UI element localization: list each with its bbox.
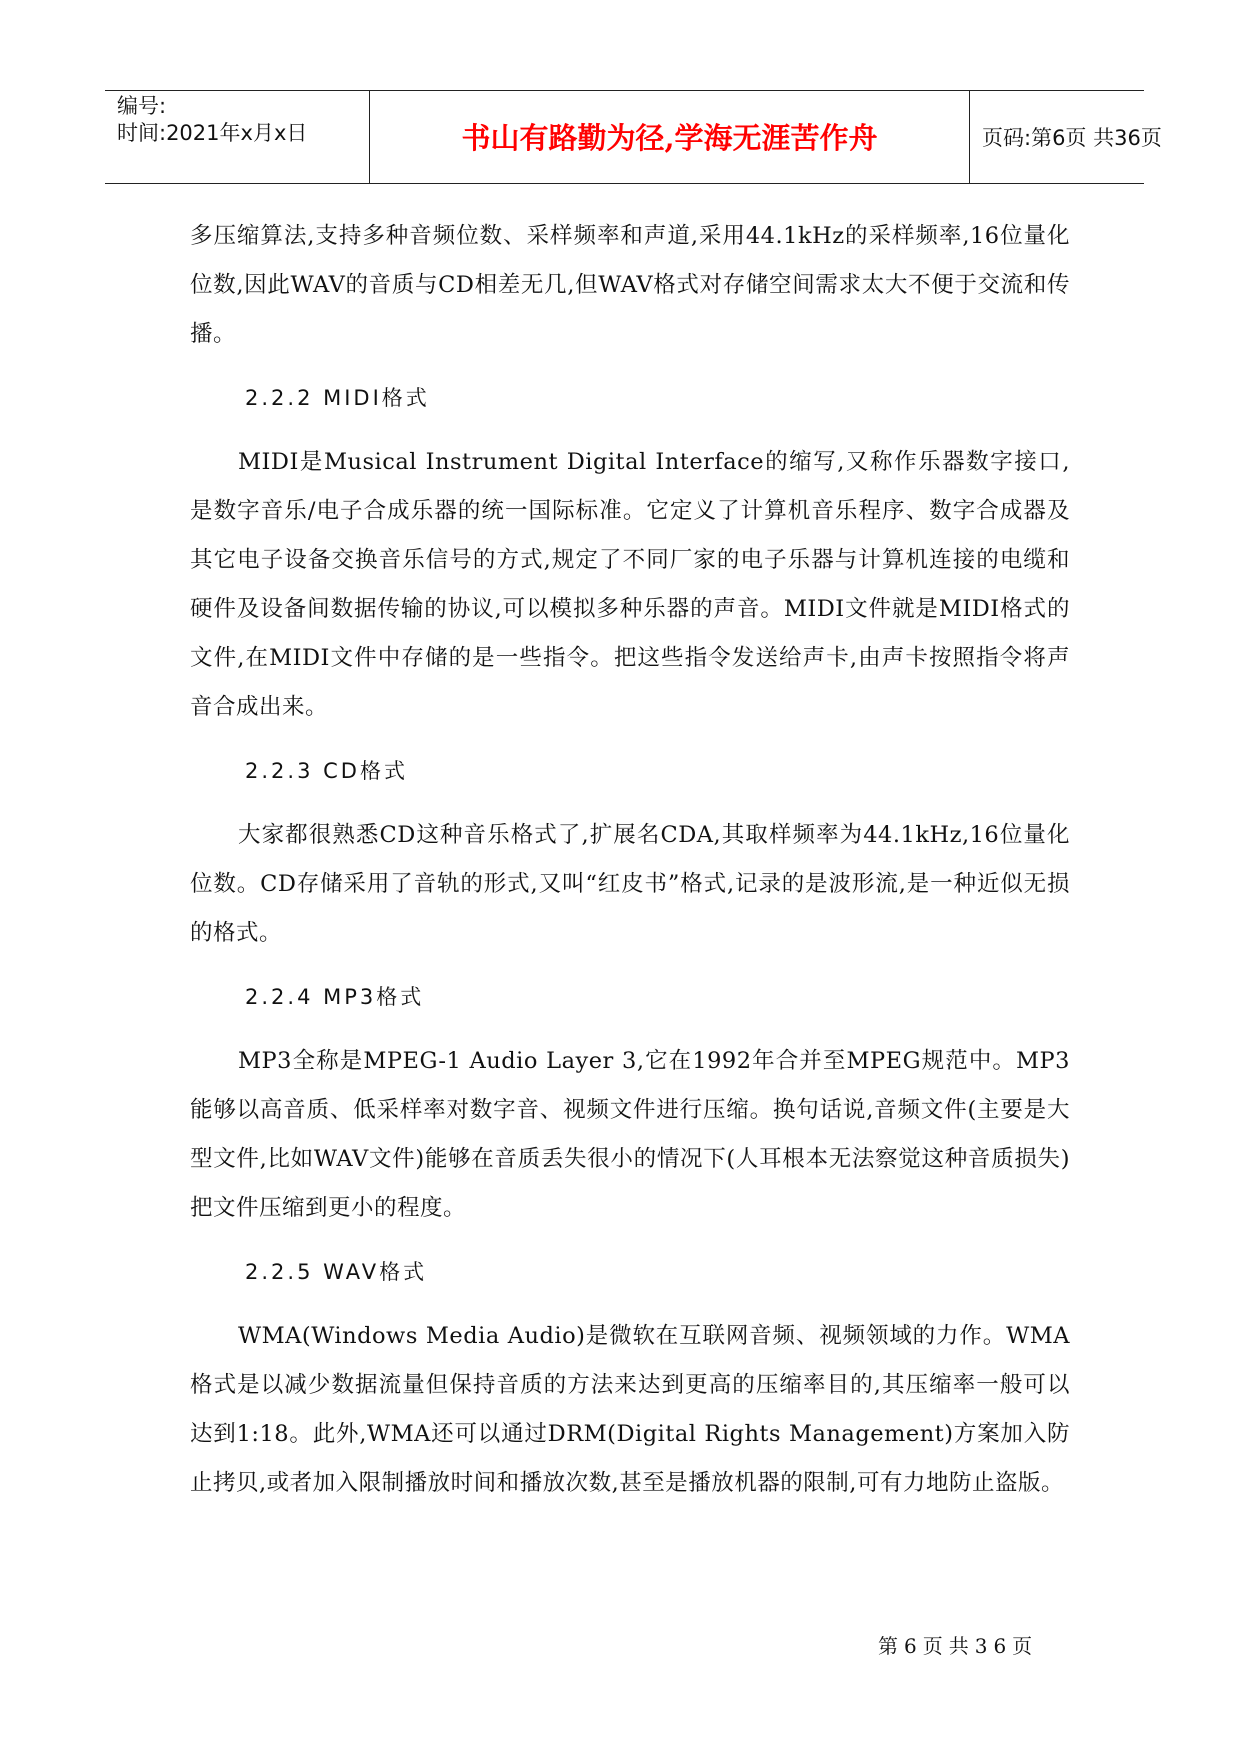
page-header [105,90,1162,184]
paragraph-wav-continued: 多压缩算法,支持多种音频位数、采样频率和声道,采用44.1kHz的采样频率,16位量化位数,因此WAV的音质与CD相差无几,但WAV格式对存储空间需求太大不便于交流和传播。 [190,223,1070,347]
paragraph-mp3: MP3全称是MPEG-1 Audio Layer 3,它在1992年合并至MPEG规范中。MP3能够以高音质、低采样率对数字音、视频文件进行压缩。换句话说,音频文件(主要是大型文件,比如WAV文件)能够在音质丢失很小的情况下(人耳根本无法察觉这种音质损失)把文件压缩到更小的程度。 [190,1048,1070,1221]
section-heading-midi: 2.2.2 MIDI格式 [245,386,430,410]
document-date-label: 时间:2021年x月x日 [117,121,308,145]
header-page-info: 页码:第6页 共36页 [982,126,1162,150]
paragraph-midi: MIDI是Musical Instrument Digital Interface的缩写,又称作乐器数字接口,是数字音乐/电子合成乐器的统一国际标准。它定义了计算机音乐程序、数字合成器及其它电子设备交换音乐信号的方式,规定了不同厂家的电子乐器与计算机连接的电缆和硬件及设备间数据传输的协议,可以模拟多种乐器的声音。MIDI文件就是MIDI格式的文件,在MIDI文件中存储的是一些指令。把这些指令发送给声卡,由声卡按照指令将声音合成出来。 [190,449,1070,720]
document-number-label: 编号: [117,94,167,118]
paragraph-wma: WMA(Windows Media Audio)是微软在互联网音频、视频领域的力作。WMA格式是以减少数据流量但保持音质的方法来达到更高的压缩率目的,其压缩率一般可以达到1:18。此外,WMA还可以通过DRM(Digital Rights Management)方案加入防止拷贝,或者加入限制播放时间和播放次数,甚至是播放机器的限制,可有力地防止盗版。 [190,1323,1070,1496]
section-heading-cd: 2.2.3 CD格式 [245,759,408,783]
section-heading-mp3: 2.2.4 MP3格式 [245,985,425,1009]
header-meta-cell [105,91,370,183]
document-body [190,212,1070,1508]
section-heading-wav: 2.2.5 WAV格式 [245,1260,428,1284]
paragraph-cd: 大家都很熟悉CD这种音乐格式了,扩展名CDA,其取样频率为44.1kHz,16位量化位数。CD存储采用了音轨的形式,又叫“红皮书”格式,记录的是波形流,是一种近似无损的格式。 [190,822,1070,946]
header-motto: 书山有路勤为径,学海无涯苦作舟 [370,91,970,183]
page-footer: 第6页共36页 [878,1634,1039,1658]
